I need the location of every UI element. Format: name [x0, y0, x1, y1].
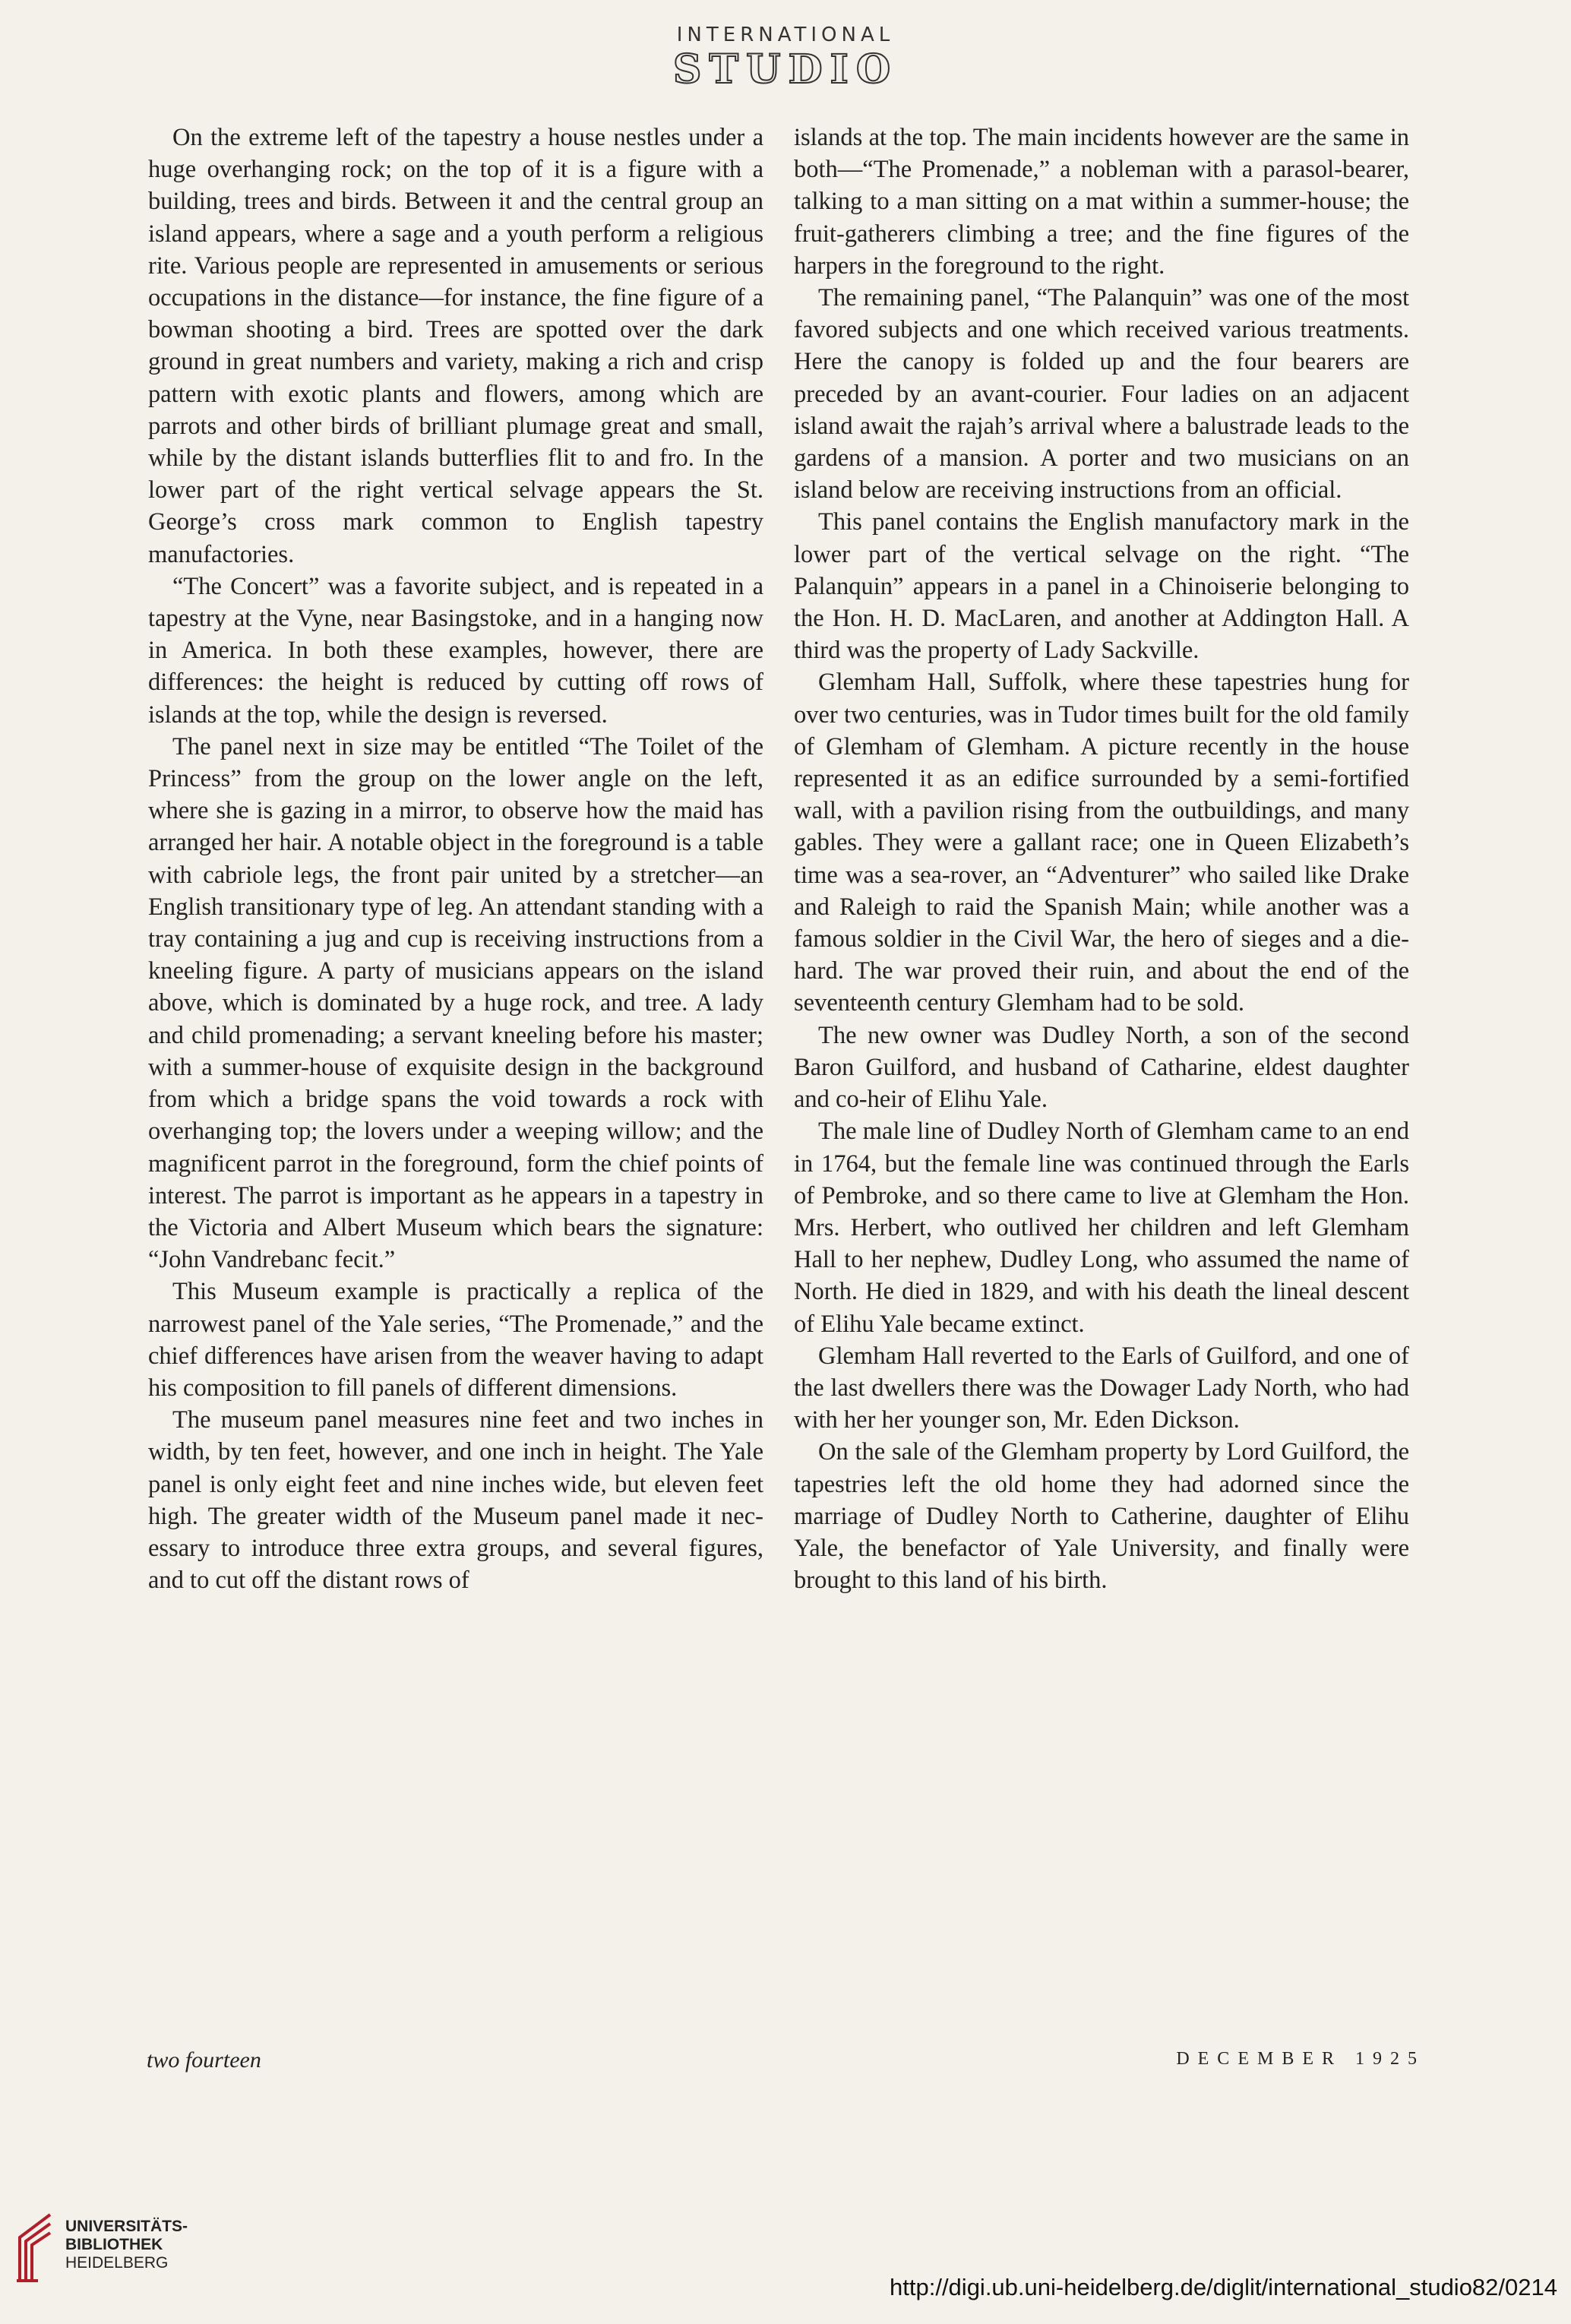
paragraph: The remaining panel, “The Palanquin” was one of the most favored subjects and one which received various treatments. Here the canopy is folded up and the four bearers are preceded by an avant-courier. Four ladies on an adjacent island await the rajah’s arrival where a balustrade leads to the gardens of a mansion. A porter and two musicians on an island below are receiving instructions from an official. — [794, 284, 1409, 504]
source-url-link[interactable]: http://digi.ub.uni-heidelberg.de/diglit/international_studio82/0214 — [890, 2274, 1557, 2300]
library-logo-block — [14, 2207, 188, 2283]
right-column — [794, 122, 1409, 1596]
paragraph: The male line of Dudley North of Glemham came to an end in 1764, but the female line was continued through the Earls of Pembroke, and so there came to live at Glemham the Hon. Mrs. Herbert, who outlived her children and left Glemham Hall to her nephew, Dudley Long, who assumed the name of North. He died in 1829, and with his death the lineal descent of Elihu Yale became extinct. — [794, 1118, 1409, 1338]
paragraph: “The Concert” was a favorite subject, and is repeated in a tapestry at the Vyne, near Basingstoke, and in a hanging now in America. In both these examples, however, there are differences: the height is reduced by cutting off rows of islands at the top, while the design is reversed. — [148, 572, 763, 729]
library-logo-icon — [14, 2207, 56, 2283]
masthead-line1: INTERNATIONAL — [676, 24, 895, 46]
masthead — [0, 23, 1571, 93]
issue-date: DECEMBER 1925 — [1176, 2049, 1425, 2069]
paragraph: Glemham Hall reverted to the Earls of Guilford, and one of the last dwellers there was the Dowager Lady North, who had with her her younger son, Mr. Eden Dickson. — [794, 1342, 1409, 1434]
article-body — [148, 122, 1409, 1596]
paragraph: Glemham Hall, Suffolk, where these tapestries hung for over two centuries, was in Tudor times built for the old family of Glemham of Glemham. A picture recently in the house represented it as an edifice surrounded by a semi-fortified wall, with a pavilion rising from the outbuildings, and many gables. They were a gallant race; one in Queen Elizabeth’s time was a sea-rover, an “Adventurer” who sailed like Drake and Raleigh to raid the Spanish Main; while another was a famous soldier in the Civil War, the hero of sieges and a die-hard. The war proved their ruin, and about the end of the seventeenth century Glemham had to be sold. — [794, 669, 1409, 1017]
paragraph-continued: islands at the top. The main incidents however are the same in both—“The Promenade,” a nobleman with a parasol-bearer, talking to a man sitting on a mat within a summer-house; the fruit-gatherers climbing a tree; and the fine figures of the harpers in the foreground to the right. — [794, 124, 1409, 280]
library-name-line2: BIBLIOTHEK — [65, 2236, 163, 2253]
page-number: two fourteen — [147, 2047, 261, 2073]
paragraph: This panel contains the English manufactory mark in the lower part of the vertical selvage on the right. “The Palanquin” appears in a panel in a Chinoiserie belonging to the Hon. H. D. MacLaren, and another at Addington Hall. A third was the property of Lady Sackville. — [794, 508, 1409, 665]
masthead-title: STUDIO — [672, 46, 899, 93]
paragraph: The new owner was Dudley North, a son of the second Baron Guilford, and husband of Catharine, eldest daughter and co-heir of Elihu Yale. — [794, 1021, 1409, 1114]
left-column — [148, 122, 763, 1596]
paragraph: On the sale of the Glemham property by Lord Guilford, the tapestries left the old home they had adorned since the marriage of Dudley North to Catherine, daughter of Elihu Yale, the benefactor of Yale University, and finally were brought to this land of his birth. — [794, 1438, 1409, 1595]
library-name-line3: HEIDELBERG — [65, 2254, 169, 2272]
library-name — [65, 2218, 188, 2272]
library-name-line1: UNIVERSITÄTS- — [65, 2218, 188, 2235]
paragraph: On the extreme left of the tapestry a house nestles under a huge overhanging rock; on the top of it is a figure with a building, trees and birds. Between it and the central group an island appears, where a sage and a youth perform a religious rite. Various people are represented in amusements or serious occupations in the distance—for instance, the fine figure of a bowman shooting a bird. Trees are spotted over the dark ground in great numbers and variety, making a rich and crisp pattern with exotic plants and flowers, among which are parrots and other birds of brilliant plumage great and small, while by the distant islands butterflies flit to and fro. In the lower part of the right vertical selvage appears the St. George’s cross mark common to English tapestry manufactories. — [148, 124, 763, 568]
paragraph: The museum panel measures nine feet and two inches in width, by ten feet, however, and one inch in height. The Yale panel is only eight feet and nine inches wide, but eleven feet high. The greater width of the Museum panel made it necessary to introduce three extra groups, and several figures, and to cut off the distant rows of — [148, 1406, 763, 1595]
paragraph: This Museum example is practically a replica of the narrowest panel of the Yale series, “The Promenade,” and the chief differences have arisen from the weaver having to adapt his composition to fill panels of different dimensions. — [148, 1278, 763, 1402]
paragraph: The panel next in size may be entitled “The Toilet of the Princess” from the group on the lower angle on the left, where she is gazing in a mirror, to observe how the maid has arranged her hair. A notable object in the foreground is a table with cabriole legs, the front pair united by a stretcher—an English transitionary type of leg. An attendant standing with a tray containing a jug and cup is receiving instructions from a kneeling figure. A party of musicians appears on the island above, which is dominated by a huge rock, and tree. A lady and child promenading; a servant kneeling before his master; with a summer-house of exquisite design in the background from which a bridge spans the void towards a rock with overhanging top; the lovers under a weeping willow; and the magnificent parrot in the foreground, form the chief points of interest. The parrot is important as he appears in a tapestry in the Victoria and Albert Museum which bears the signature: “John Vandrebanc fecit.” — [148, 732, 763, 1274]
